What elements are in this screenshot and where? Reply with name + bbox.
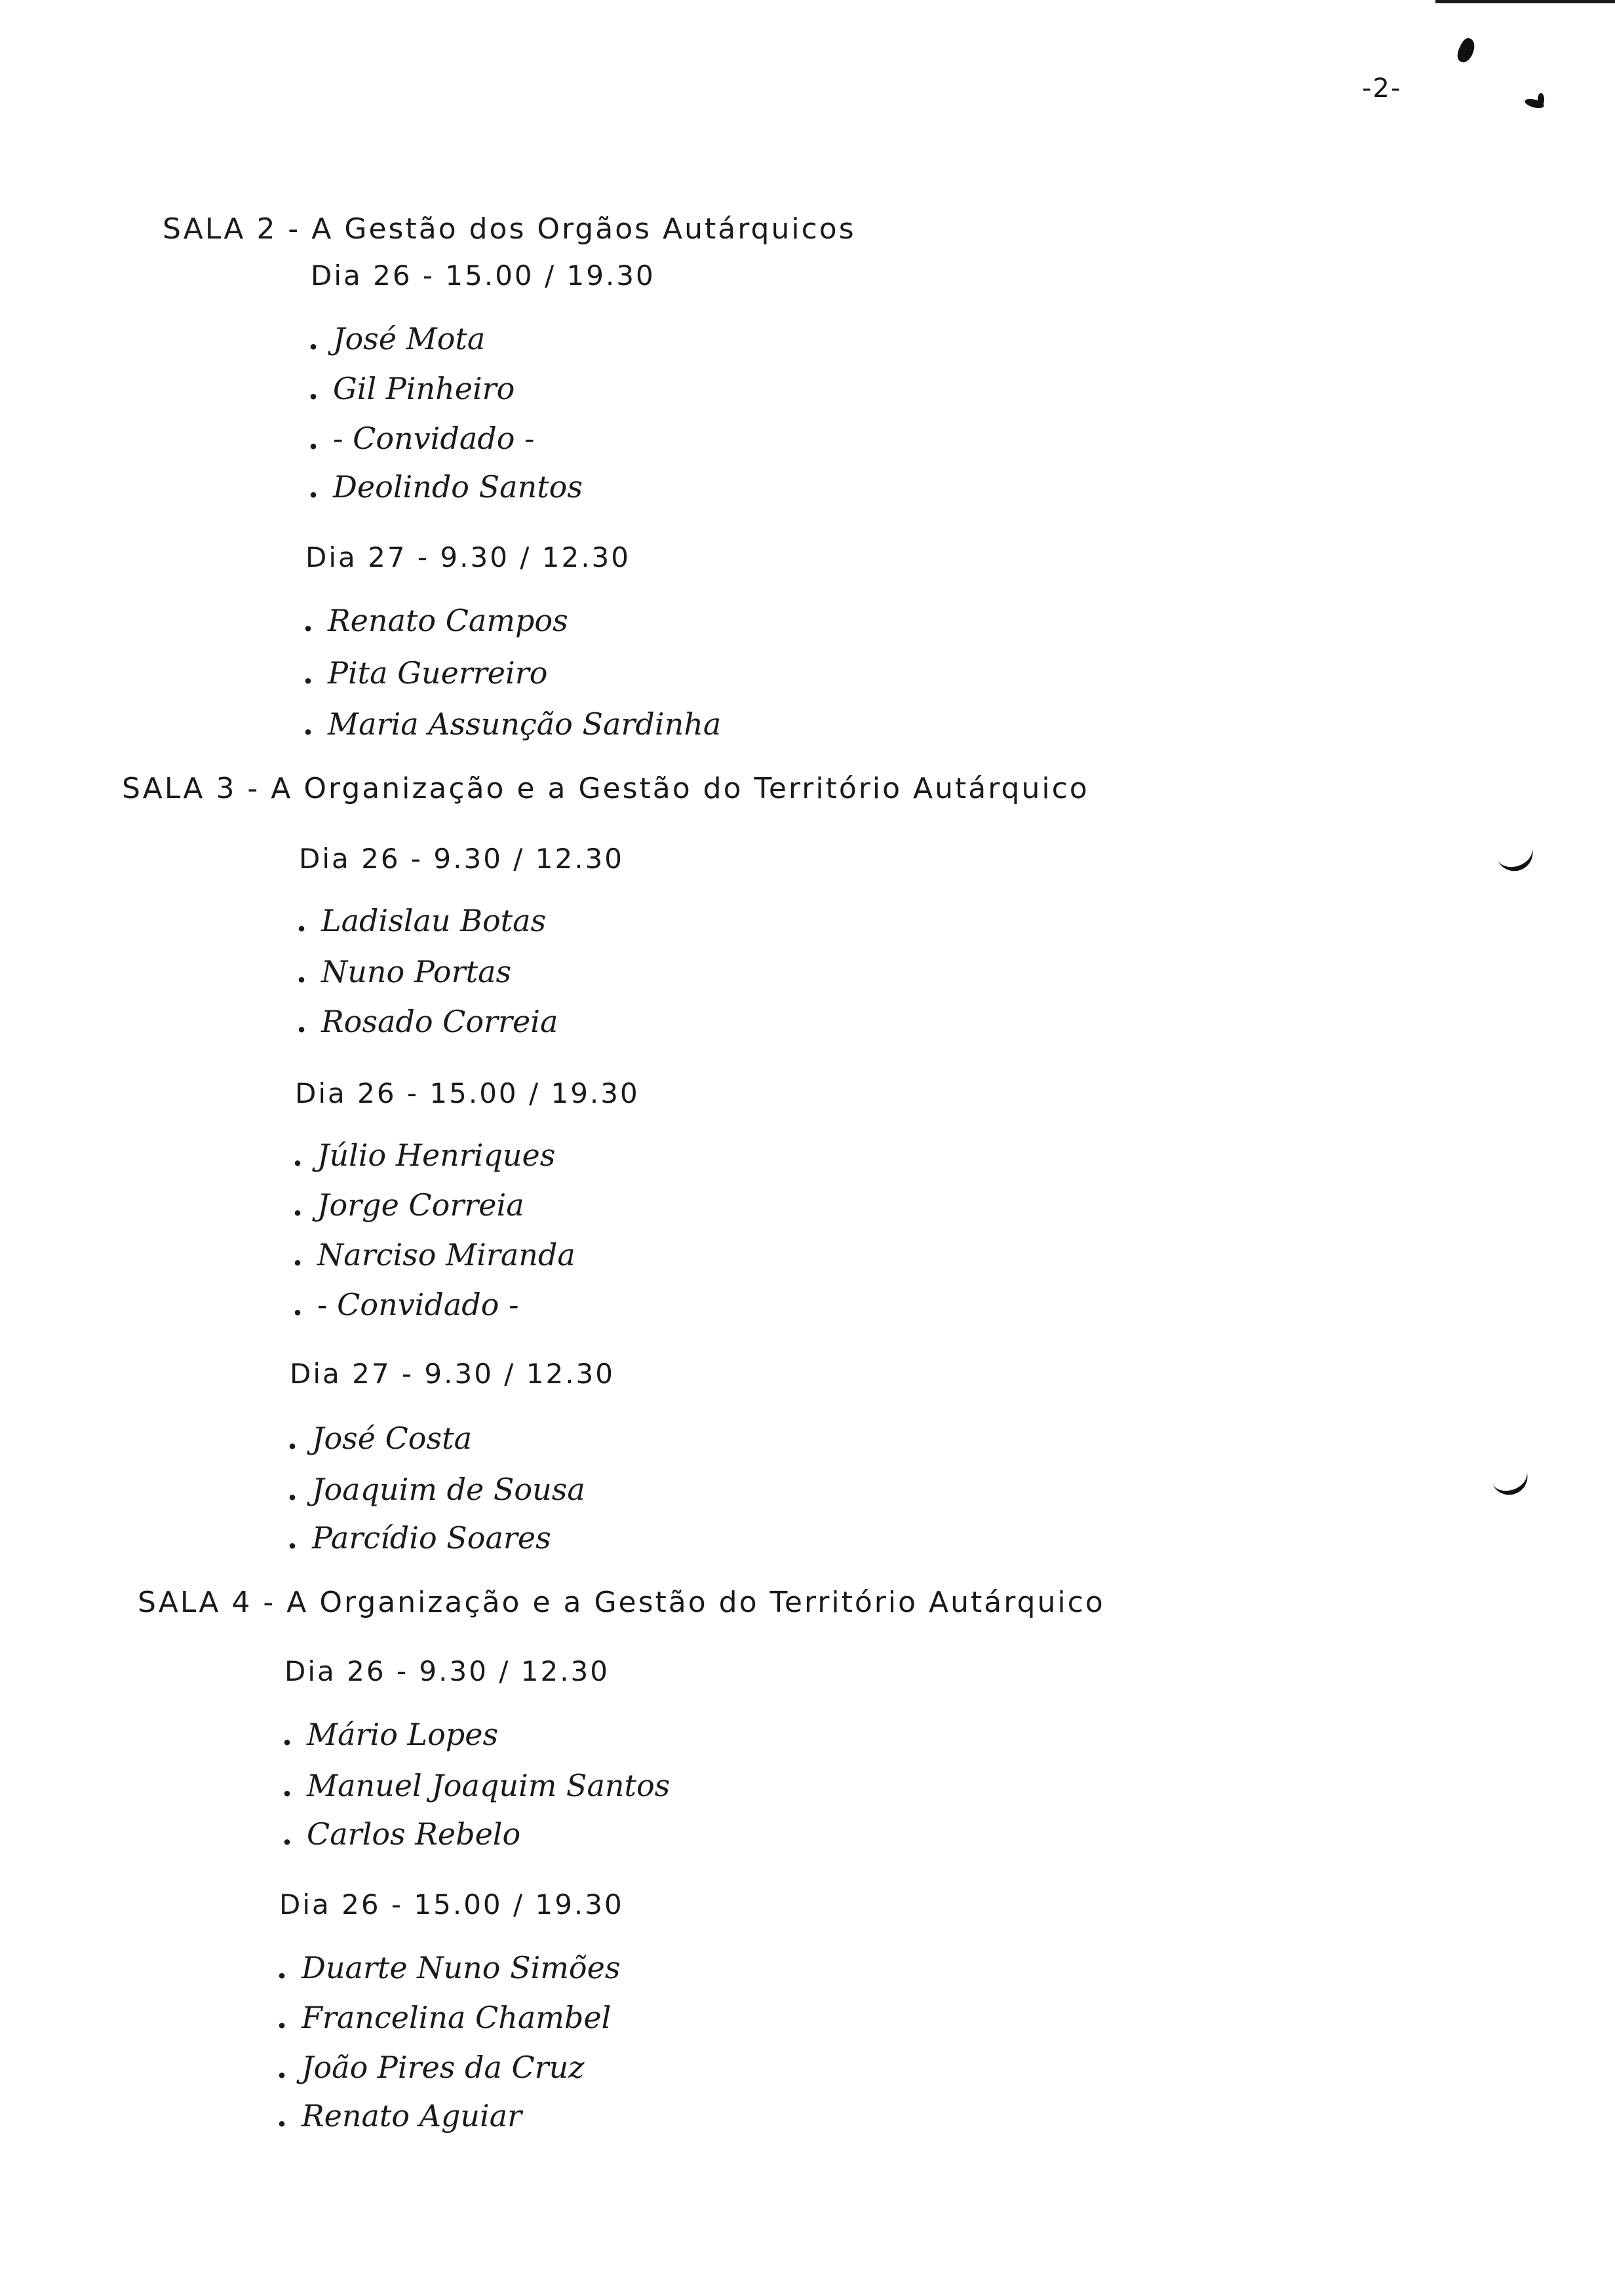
participant-name: . Carlos Rebelo <box>282 1816 521 1852</box>
section-heading-sala-4: SALA 4 - A Organização e a Gestão do Território Autárquico <box>138 1586 1105 1619</box>
margin-check-mark <box>1493 835 1538 876</box>
participant-name: . Francelina Chambel <box>277 2000 612 2035</box>
scan-speck <box>1454 36 1478 65</box>
margin-check-mark <box>1488 1459 1533 1500</box>
participant-name: . - Convidado - <box>308 421 535 456</box>
session-day: Dia 26 - 15.00 / 19.30 <box>295 1077 640 1109</box>
participant-name: . Rosado Correia <box>296 1004 558 1039</box>
page-number: -2- <box>1362 73 1402 104</box>
participant-name: . José Costa <box>287 1421 473 1456</box>
session-day: Dia 26 - 9.30 / 12.30 <box>299 843 625 875</box>
participant-name: . Maria Assunção Sardinha <box>303 706 722 742</box>
participant-name: . Renato Aguiar <box>277 2098 522 2133</box>
session-day: Dia 27 - 9.30 / 12.30 <box>290 1358 615 1390</box>
participant-name: . Jorge Correia <box>292 1187 524 1223</box>
participant-name: . Joaquim de Sousa <box>287 1472 585 1507</box>
participant-name: . Júlio Henriques <box>292 1138 556 1173</box>
session-day: Dia 27 - 9.30 / 12.30 <box>305 541 631 573</box>
participant-name: . Narciso Miranda <box>292 1237 575 1272</box>
participant-name: . - Convidado - <box>292 1287 519 1322</box>
participant-name: . Parcídio Soares <box>287 1520 551 1556</box>
scan-edge-mark <box>1435 0 1615 3</box>
participant-name: . Ladislau Botas <box>296 903 547 938</box>
participant-name: . Pita Guerreiro <box>303 655 548 691</box>
session-day: Dia 26 - 9.30 / 12.30 <box>284 1655 610 1687</box>
session-day: Dia 26 - 15.00 / 19.30 <box>279 1888 624 1921</box>
participant-name: . Renato Campos <box>303 603 568 638</box>
participant-name: . Deolindo Santos <box>308 469 583 505</box>
participant-name: . Duarte Nuno Simões <box>277 1950 621 1985</box>
participant-name: . Mário Lopes <box>282 1717 499 1752</box>
participant-name: . Nuno Portas <box>296 954 512 989</box>
participant-name: . Gil Pinheiro <box>308 371 515 406</box>
participant-name: . Manuel Joaquim Santos <box>282 1768 671 1803</box>
participant-name: . João Pires da Cruz <box>277 2050 585 2085</box>
session-day: Dia 26 - 15.00 / 19.30 <box>311 259 655 292</box>
section-heading-sala-3: SALA 3 - A Organização e a Gestão do Território Autárquico <box>122 772 1089 805</box>
participant-name: . José Mota <box>308 321 486 356</box>
section-heading-sala-2: SALA 2 - A Gestão dos Orgãos Autárquicos <box>163 212 856 246</box>
scan-speck <box>1538 93 1544 106</box>
